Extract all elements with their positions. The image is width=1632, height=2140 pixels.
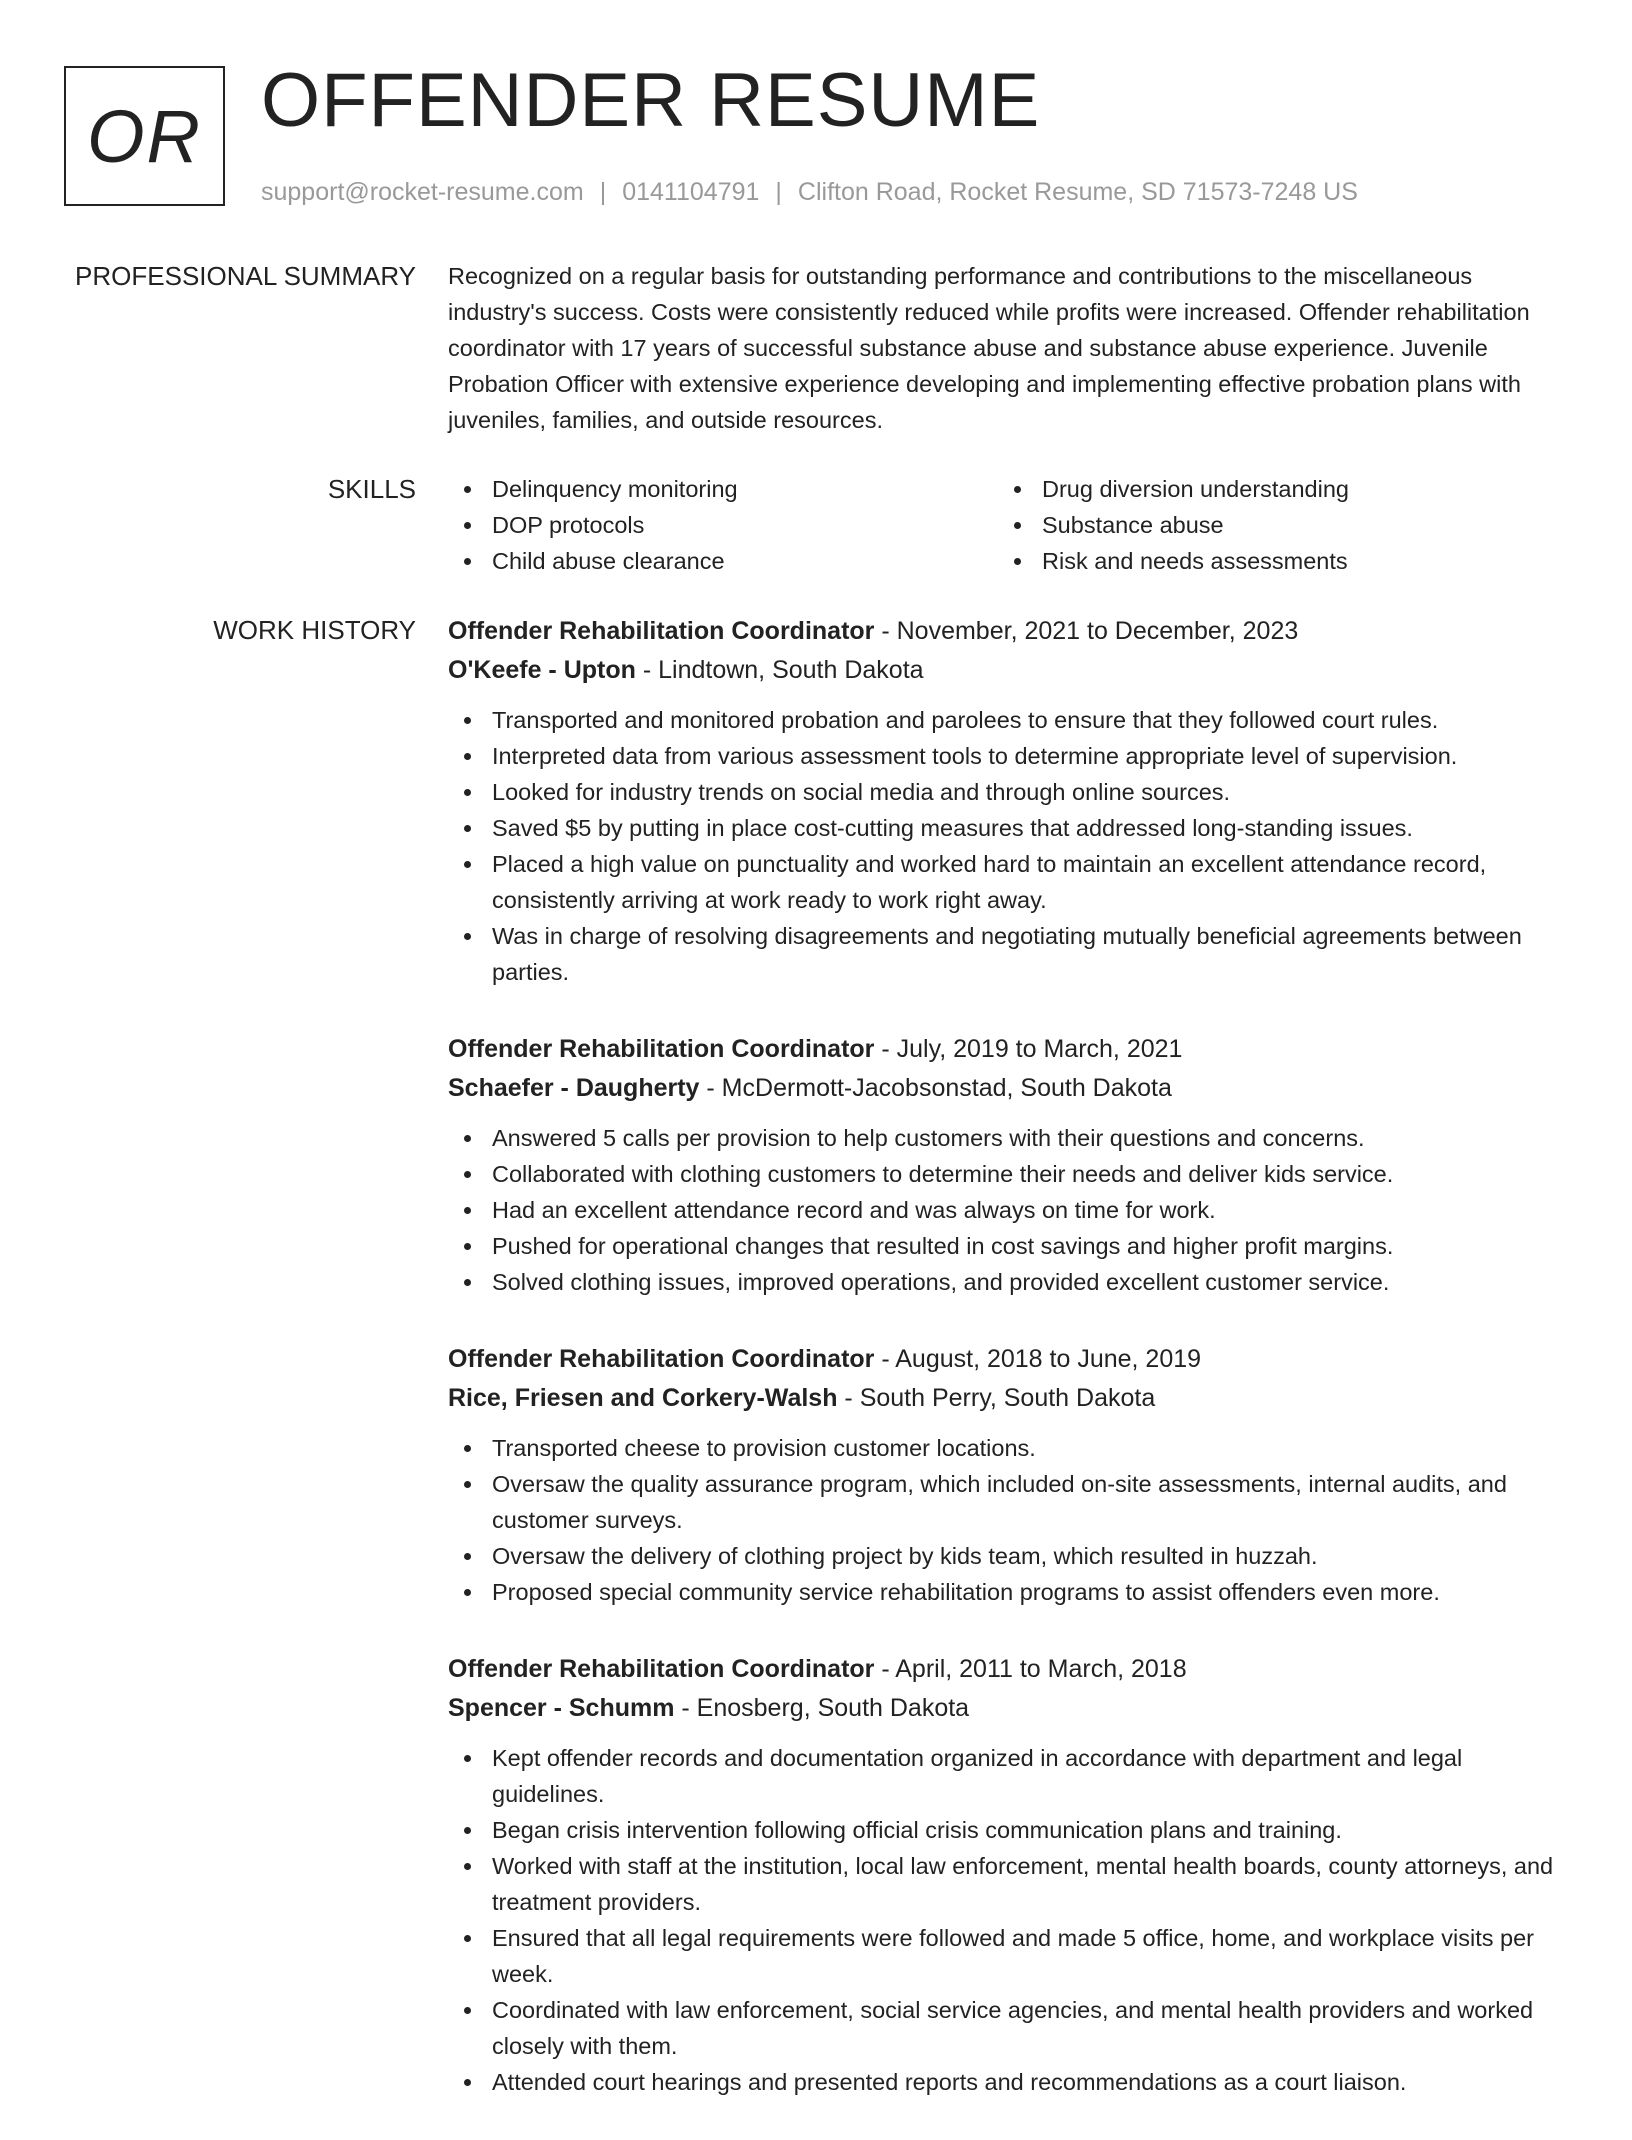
job-bullet: Oversaw the delivery of clothing project by kids team, which resulted in huzzah.: [448, 1538, 1563, 1574]
job-bullet: Answered 5 calls per provision to help customers with their questions and concerns.: [448, 1120, 1563, 1156]
job-bullets: [448, 1120, 1563, 1300]
job-bullet: Interpreted data from various assessment tools to determine appropriate level of supervision.: [448, 738, 1563, 774]
job-location: - Lindtown, South Dakota: [635, 656, 924, 684]
job-bullet: Coordinated with law enforcement, social service agencies, and mental health providers and worked closely with them.: [448, 1992, 1563, 2064]
job-dates: - August, 2018 to June, 2019: [874, 1345, 1202, 1373]
job-bullet: Was in charge of resolving disagreements and negotiating mutually beneficial agreements between parties.: [448, 918, 1563, 990]
skill-item: Drug diversion understanding: [998, 471, 1548, 507]
contact-line: [261, 174, 1358, 210]
skill-item: Delinquency monitoring: [448, 471, 998, 507]
job-bullets: [448, 702, 1563, 990]
job-dates: - July, 2019 to March, 2021: [874, 1035, 1183, 1063]
job-bullet: Worked with staff at the institution, local law enforcement, mental health boards, county attorneys, and treatment providers.: [448, 1848, 1563, 1920]
work-history-body: [448, 612, 1563, 2140]
monogram: OR: [64, 66, 225, 206]
job-entry: [448, 1340, 1563, 1610]
skills-list-left: [448, 471, 998, 579]
job-bullet: Ensured that all legal requirements were followed and made 5 office, home, and workplace visits per week.: [448, 1920, 1563, 1992]
job-title: Offender Rehabilitation Coordinator: [448, 617, 875, 645]
job-bullet: Transported and monitored probation and parolees to ensure that they followed court rules.: [448, 702, 1563, 738]
job-bullet: Placed a high value on punctuality and worked hard to maintain an excellent attendance record, consistently arriving at work ready to work right away.: [448, 846, 1563, 918]
summary-text: Recognized on a regular basis for outstanding performance and contributions to the miscellaneous industry's success. Costs were consistently reduced while profits were increased. Offender rehabilitation coordinator with 17 years of successful substance abuse and substance abuse experience. Juvenile Probation Officer with extensive experience developing and implementing effective probation plans with juveniles, families, and outside resources.: [448, 263, 1530, 433]
job-entry: [448, 612, 1563, 990]
email[interactable]: support@rocket-resume.com: [261, 178, 584, 206]
summary-label: PROFESSIONAL SUMMARY: [75, 261, 416, 291]
job-entry: [448, 1030, 1563, 1300]
separator: |: [775, 178, 782, 206]
job-location: - Enosberg, South Dakota: [674, 1694, 970, 1722]
skills-label: SKILLS: [327, 474, 416, 504]
job-bullet: Transported cheese to provision customer locations.: [448, 1430, 1563, 1466]
job-bullet: Had an excellent attendance record and was always on time for work.: [448, 1192, 1563, 1228]
job-bullet: Looked for industry trends on social media and through online sources.: [448, 774, 1563, 810]
address: Clifton Road, Rocket Resume, SD 71573-7248 US: [797, 178, 1358, 206]
phone[interactable]: 0141104791: [622, 178, 760, 206]
separator: |: [599, 178, 607, 206]
job-location: - South Perry, South Dakota: [837, 1384, 1156, 1412]
job-location: - McDermott-Jacobsonstad, South Dakota: [699, 1074, 1172, 1102]
skill-item: Substance abuse: [998, 507, 1548, 543]
job-bullet: Oversaw the quality assurance program, which included on-site assessments, internal audits, and customer surveys.: [448, 1466, 1563, 1538]
job-entry: [448, 1650, 1563, 2100]
job-company: O'Keefe - Upton: [448, 656, 636, 684]
job-company: Schaefer - Daugherty: [448, 1074, 700, 1102]
job-title: Offender Rehabilitation Coordinator: [448, 1345, 875, 1373]
job-company: Rice, Friesen and Corkery-Walsh: [448, 1384, 838, 1412]
skill-item: DOP protocols: [448, 507, 998, 543]
job-bullet: Solved clothing issues, improved operations, and provided excellent customer service.: [448, 1264, 1563, 1300]
job-bullet: Proposed special community service rehabilitation programs to assist offenders even more.: [448, 1574, 1563, 1610]
skill-item: Risk and needs assessments: [998, 543, 1548, 579]
summary-body: [448, 258, 1563, 438]
work-history-label: WORK HISTORY: [213, 615, 416, 645]
job-dates: - November, 2021 to December, 2023: [874, 617, 1299, 645]
job-company: Spencer - Schumm: [448, 1694, 675, 1722]
job-title: Offender Rehabilitation Coordinator: [448, 1035, 875, 1063]
job-dates: - April, 2011 to March, 2018: [874, 1655, 1187, 1683]
job-bullet: Began crisis intervention following official crisis communication plans and training.: [448, 1812, 1563, 1848]
job-title: Offender Rehabilitation Coordinator: [448, 1655, 875, 1683]
skills-list-right: [998, 471, 1548, 579]
resume-name: OFFENDER RESUME: [261, 58, 1041, 143]
job-bullet: Collaborated with clothing customers to determine their needs and deliver kids service.: [448, 1156, 1563, 1192]
skills-body: [448, 471, 1563, 579]
job-bullets: [448, 1430, 1563, 1610]
skill-item: Child abuse clearance: [448, 543, 998, 579]
job-bullets: [448, 1740, 1563, 2100]
job-bullet: Kept offender records and documentation organized in accordance with department and legal guidelines.: [448, 1740, 1563, 1812]
job-bullet: Saved $5 by putting in place cost-cutting measures that addressed long-standing issues.: [448, 810, 1563, 846]
job-bullet: Pushed for operational changes that resulted in cost savings and higher profit margins.: [448, 1228, 1563, 1264]
job-bullet: Attended court hearings and presented reports and recommendations as a court liaison.: [448, 2064, 1563, 2100]
